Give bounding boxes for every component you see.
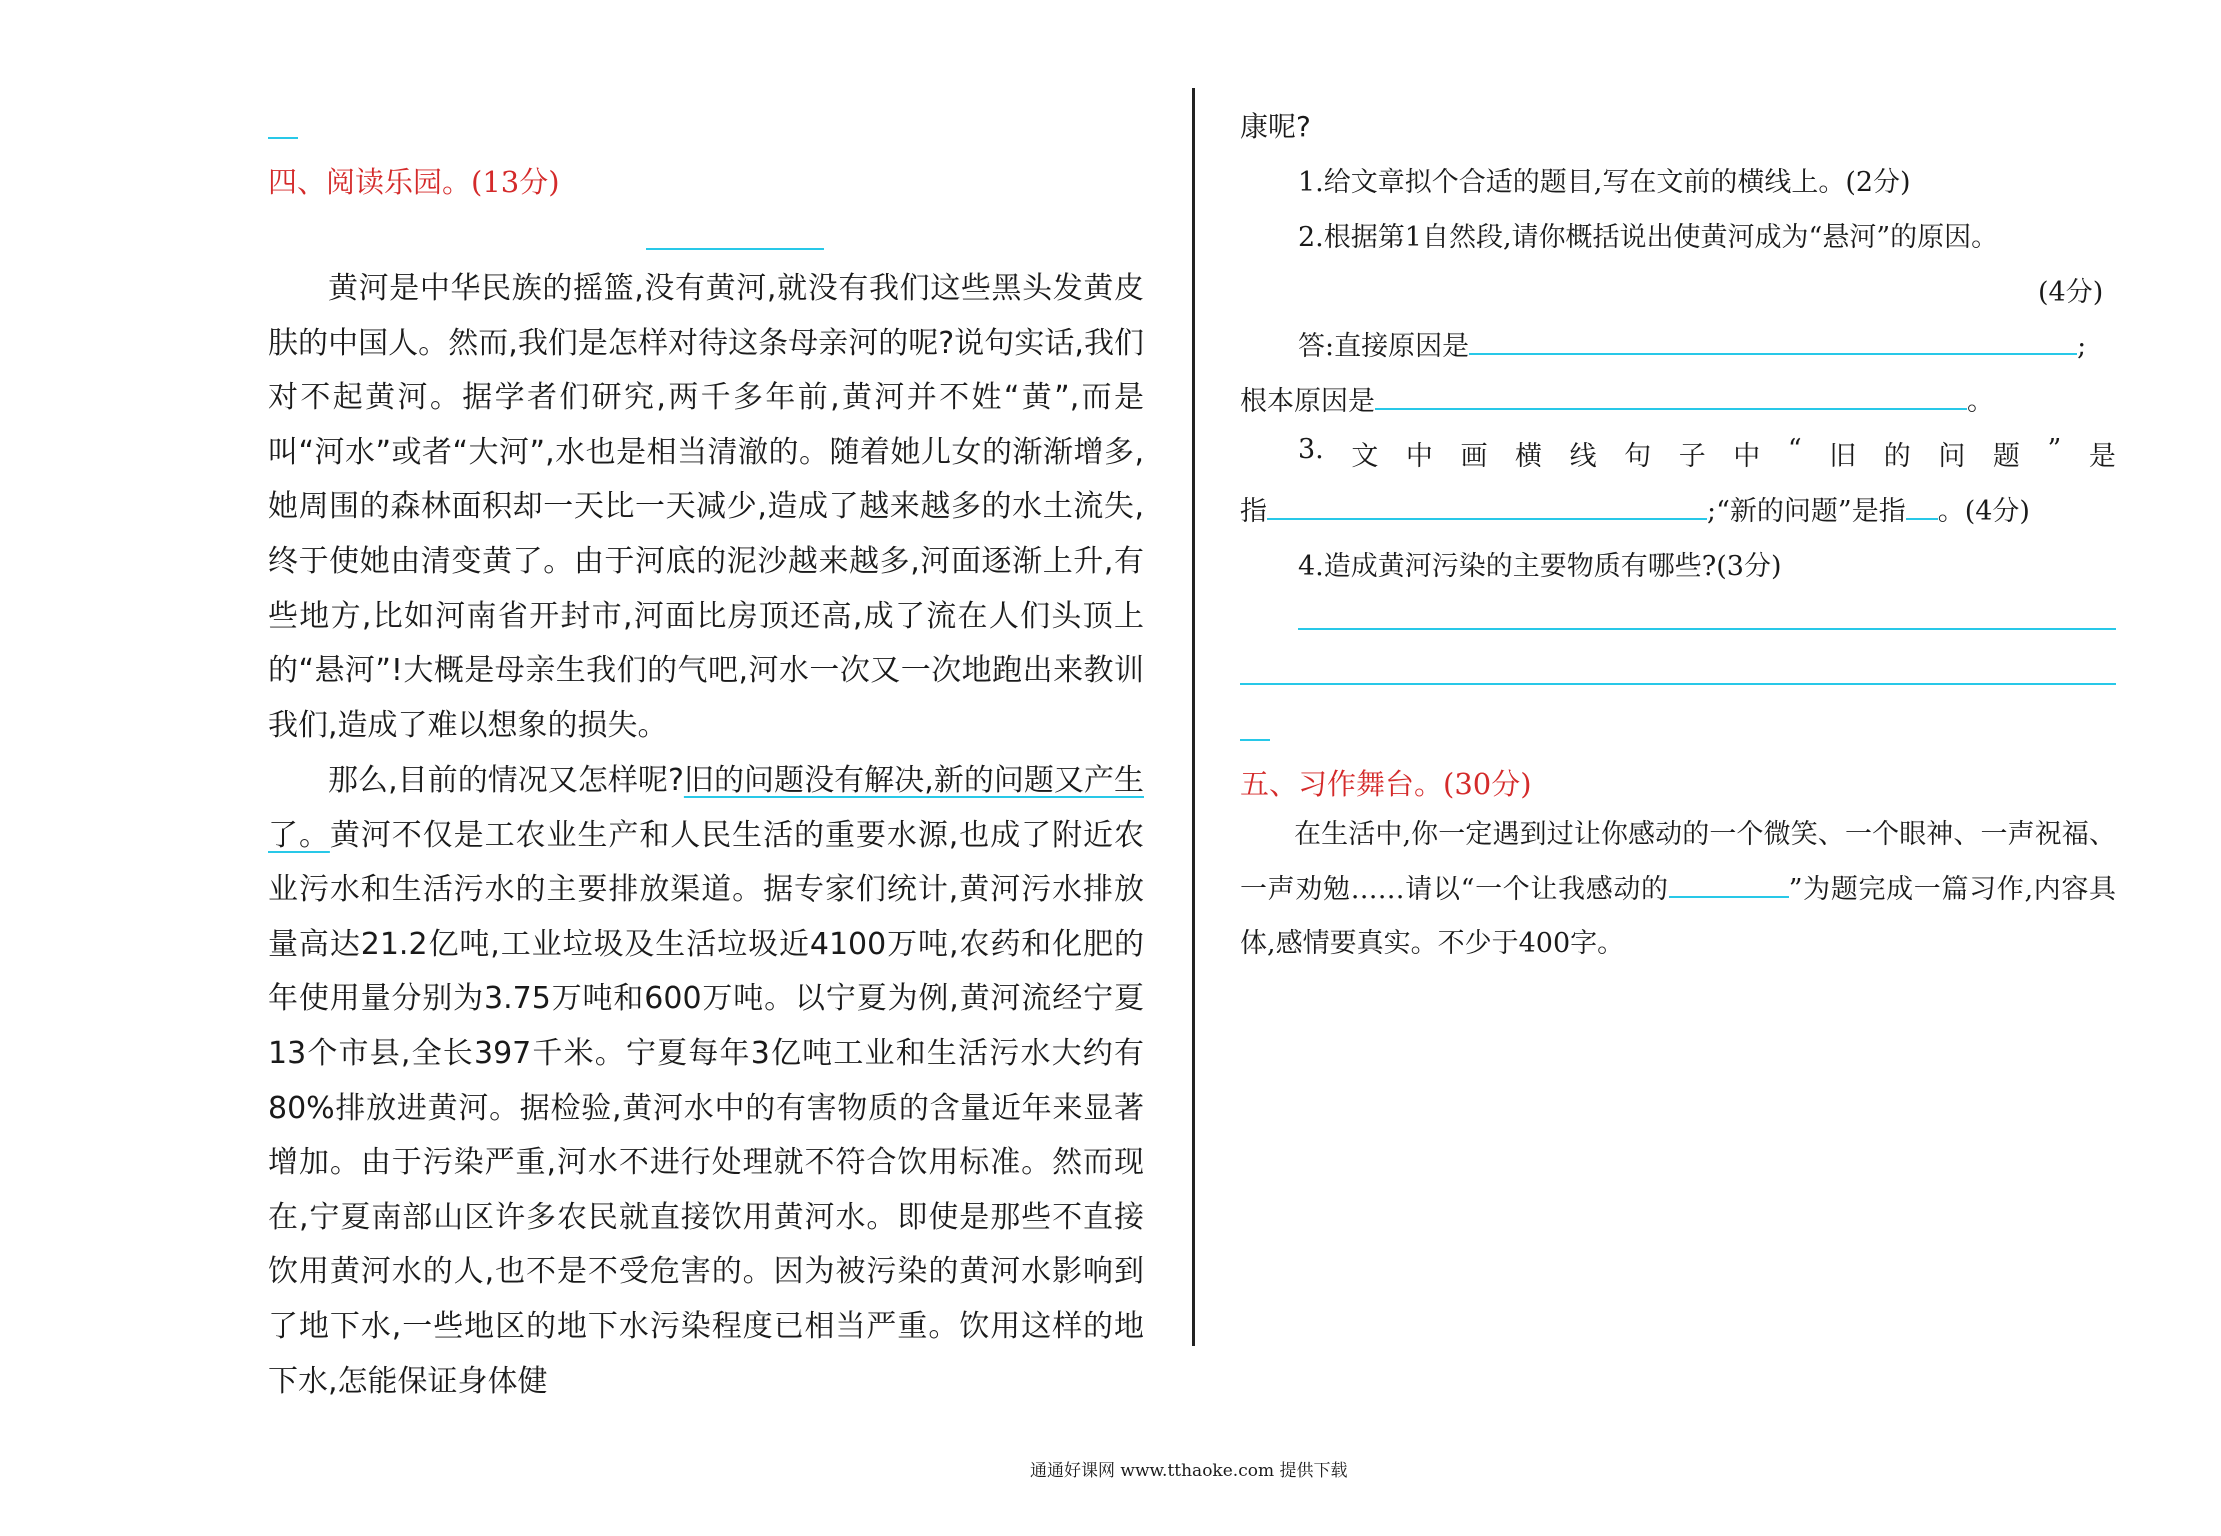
passage-title-blank[interactable] xyxy=(646,248,824,250)
writing-prompt-tail: ”为题完成一篇习作,内容具体,感情要真实。不少于400字。 xyxy=(1240,873,2116,960)
question-3-char: 旧 xyxy=(1829,441,1857,472)
question-3-char: 文 xyxy=(1351,441,1379,472)
question-2-points: (4分) xyxy=(2038,277,2104,308)
question-3-char: 3. xyxy=(1298,434,1324,465)
passage-p2-body: 黄河不仅是工农业生产和人民生活的重要水源,也成了附近农业污水和生活污水的主要排放渠道。据专家们统计,黄河污水排放量高达21.2亿吨,工业垃圾及生活垃圾近4100万吨,农药和化肥的年使用量分别为3.75万吨和600万吨。以宁夏为例,黄河流经宁夏13个市县,全长397千米。宁夏每年3亿吨工业和生活污水大约有80%排放进黄河。据检验,黄河水中的有害物质的含量近年来显著增加。由于污染严重,河水不进行处理就不符合饮用标准。然而现在,宁夏南部山区许多农民就直接饮用黄河水。即使是那些不直接饮用黄河水的人,也不是不受危害的。因为被污染的黄河水影响到了地下水,一些地区的地下水污染程度已相当严重。饮用这样的地下水,怎能保证身体健 xyxy=(268,817,1144,1399)
question-3 xyxy=(1298,434,2116,473)
section-four-title: 四、阅读乐园。(13分) xyxy=(268,165,560,199)
question-3-char: 是 xyxy=(2088,441,2116,472)
question-3-char: 句 xyxy=(1624,441,1652,472)
section-five-title: 五、习作舞台。(30分) xyxy=(1240,767,1532,801)
q4-answer-line-2[interactable] xyxy=(1240,683,2116,685)
passage-p1-text: 黄河是中华民族的摇篮,没有黄河,就没有我们这些黑头发黄皮肤的中国人。然而,我们是怎样对待这条母亲河的呢?说句实话,我们对不起黄河。据学者们研究,两千多年前,黄河并不姓“黄”,而是叫“河水”或者“大河”,水也是相当清澈的。随着她儿女的渐渐增多,她周围的森林面积却一天比一天减少,造成了越来越多的水土流失,终于使她由清变黄了。由于河底的泥沙越来越多,河面逐渐上升,有些地方,比如河南省开封市,河面比房顶还高,成了流在人们头顶上的“悬河”!大概是母亲生我们的气吧,河水一次又一次地跑出来教训我们,造成了难以想象的损失。 xyxy=(268,271,1144,743)
question-3-answer-line xyxy=(1240,489,2030,528)
question-2: 2.根据第1自然段,请你概括说出使黄河成为“悬河”的原因。 xyxy=(1298,222,1999,253)
question-1: 1.给文章拟个合适的题目,写在文前的横线上。(2分) xyxy=(1298,167,1911,198)
question-3-char: 中 xyxy=(1405,441,1433,472)
direct-cause-semicolon: ; xyxy=(2077,331,2087,362)
new-problem-answer-blank[interactable] xyxy=(1906,517,1938,520)
question-3-char: 问 xyxy=(1938,441,1966,472)
new-problem-label: ;“新的问题”是指 xyxy=(1707,496,1906,527)
question-3-char: 中 xyxy=(1733,441,1761,472)
root-cause-answer-blank[interactable] xyxy=(1375,407,1967,410)
q3-points: 。(4分) xyxy=(1937,496,2030,527)
question-3-char: 题 xyxy=(1992,441,2020,472)
underlined-sentence: 旧的问题没有解决,新的问题又产生了。 xyxy=(268,763,1144,853)
old-problem-answer-blank[interactable] xyxy=(1267,517,1707,520)
question-3-char: 线 xyxy=(1569,441,1597,472)
question-2-direct-cause xyxy=(1298,324,2086,363)
question-3-char: 画 xyxy=(1460,441,1488,472)
passage-paragraph-2 xyxy=(268,754,1144,1409)
question-3-char: 的 xyxy=(1883,441,1911,472)
question-2-root-cause xyxy=(1240,379,1994,418)
question-3-char: “ xyxy=(1787,434,1802,465)
direct-cause-label: 答:直接原因是 xyxy=(1298,331,1470,362)
column-divider xyxy=(1192,88,1195,1346)
writing-prompt xyxy=(1240,808,2116,972)
question-3-char: 子 xyxy=(1678,441,1706,472)
passage-paragraph-1 xyxy=(268,262,1144,753)
question-3-char: ” xyxy=(2047,434,2062,465)
essay-title-blank[interactable] xyxy=(1669,895,1789,898)
root-cause-label: 根本原因是 xyxy=(1240,386,1375,417)
root-cause-period: 。 xyxy=(1967,386,1994,417)
writing-prompt-lead: 在生活中,你一定遇到过让你感动的一个微笑、一个眼神、一声祝福、一声劝勉……请以“一个让我感动的 xyxy=(1240,819,2116,905)
direct-cause-answer-blank[interactable] xyxy=(1469,352,2077,355)
score-box-mark xyxy=(268,137,298,139)
footer-credit: 通通好课网 www.tthaoke.com 提供下载 xyxy=(1030,1461,1348,1481)
question-3-char: 横 xyxy=(1515,441,1543,472)
score-box-mark-2 xyxy=(1240,739,1270,741)
passage-p2-lead: 那么,目前的情况又怎样呢? xyxy=(328,763,684,798)
q4-answer-line-1[interactable] xyxy=(1298,628,2116,630)
question-4: 4.造成黄河污染的主要物质有哪些?(3分) xyxy=(1298,551,1782,582)
passage-continuation: 康呢? xyxy=(1240,110,1311,143)
q3-zhi-label: 指 xyxy=(1240,496,1267,527)
